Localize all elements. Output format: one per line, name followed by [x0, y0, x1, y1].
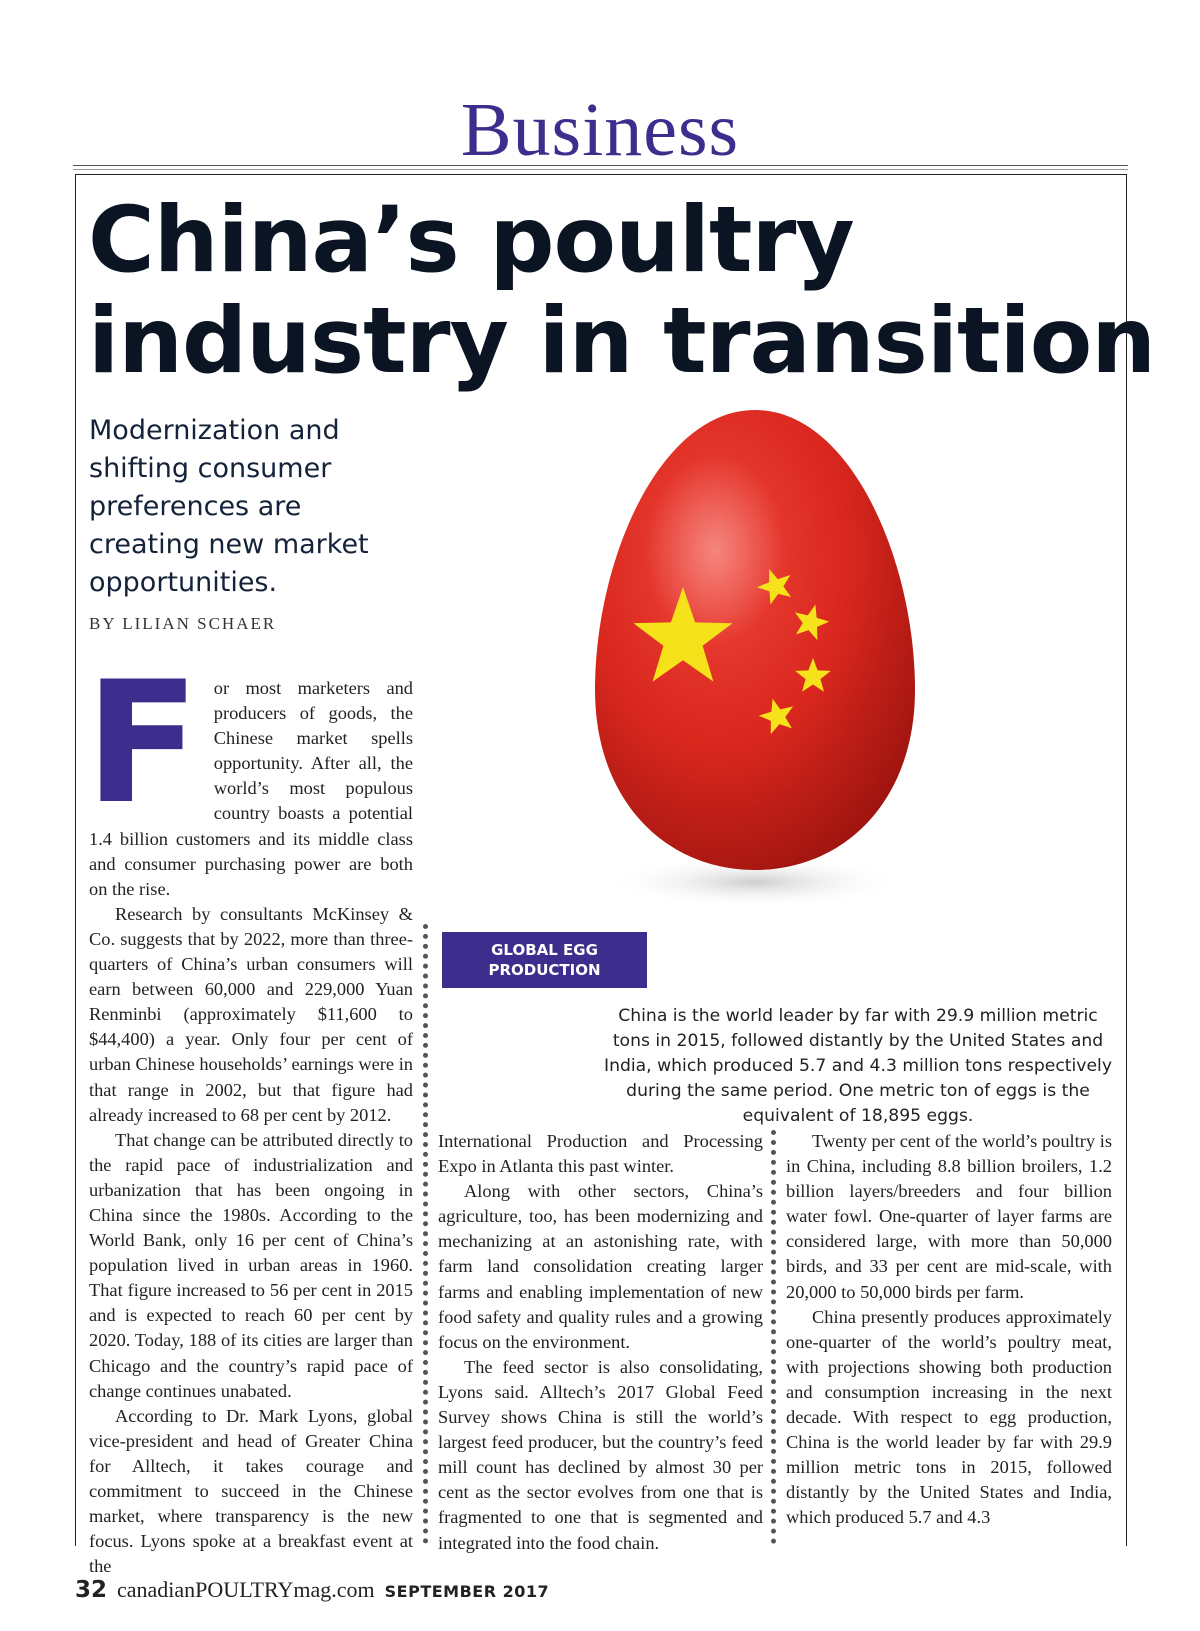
- paragraph: China presently produces approximately one-quarter of the world’s poultry meat, with projections showing both production and consumption increasing in the next decade. With respect to egg production, China is the world leader by far with 29.9 million metric tons in 2015, followed distantly by the United States and India, which produced 5.7 and 4.3: [786, 1306, 1112, 1528]
- paragraph: [85, 645, 413, 902]
- paragraph-text: or most marketers and producers of goods, the Chinese market spells opportunity. After all, the world’s most populous country boasts a potential 1.4 billion customers and its middle class and consumer purchasing power are both on the rise.: [89, 678, 413, 899]
- column-divider: [771, 1130, 776, 1544]
- headline-line-2: industry in transition: [88, 289, 1156, 394]
- headline: [88, 190, 1155, 392]
- deck: Modernization and shifting consumer preferences are creating new market opportunities.: [89, 415, 369, 598]
- egg-highlight: [645, 455, 785, 645]
- page-footer: [75, 1577, 549, 1603]
- section-title: Business: [460, 88, 740, 172]
- paragraph: International Production and Processing Expo in Atlanta this past winter.: [438, 1131, 763, 1177]
- article-column-2: [438, 1129, 763, 1553]
- paragraph: According to Dr. Mark Lyons, global vice-president and head of Greater China for Alltech, it takes courage and commitment to succeed in the Chinese market, where transparency is the new focus. Lyons spoke at a breakfast event at the: [89, 1405, 413, 1577]
- byline: BY LILIAN SCHAER: [89, 614, 277, 633]
- chinese-flag-egg-icon: [430, 400, 1110, 930]
- article-column-1: [85, 645, 413, 1577]
- paragraph: Research by consultants McKinsey & Co. suggests that by 2022, more than three-quarters of China’s urban consumers will earn between 60,000 and 229,000 Yuan Renminbi (approximately $11,600 to $44,400) a year. Only four per cent of urban Chinese households’ earnings were in that range in 2002, but that figure had already increased to 68 per cent by 2012.: [89, 903, 413, 1125]
- paragraph: Twenty per cent of the world’s poultry is in China, including 8.8 billion broilers, 1.2 billion layers/breeders and four billion water fowl. One-quarter of layer farms are considered large, with more than 50,000 birds, and 33 per cent are mid-scale, with 20,000 to 50,000 birds per farm.: [786, 1131, 1112, 1302]
- issue-date: SEPTEMBER 2017: [384, 1582, 550, 1601]
- paragraph: Along with other sectors, China’s agriculture, too, has been modernizing and mechanizing at an astonishing rate, with farm land consolidation creating larger farms and enabling implementation of new food safety and quality rules and a growing focus on the environment.: [438, 1181, 763, 1352]
- egg-photo: [430, 400, 1110, 930]
- sidebar-text: China is the world leader by far with 29.9 million metric tons in 2015, followed distantly by the United States and India, which produced 5.7 and 4.3 million tons respectively during the same period. One metric ton of eggs is the equivalent of 18,895 eggs.: [604, 1006, 1112, 1126]
- top-rule-secondary: [73, 169, 1128, 170]
- sidebar-tag-line-2: PRODUCTION: [488, 961, 601, 979]
- article-column-3: [786, 1129, 1112, 1546]
- sidebar-tag: [442, 932, 647, 988]
- drop-cap: F: [85, 645, 200, 841]
- sidebar-tag-line-1: GLOBAL EGG: [491, 941, 598, 959]
- article-frame-left: [75, 174, 76, 1546]
- top-rule: [73, 165, 1128, 166]
- paragraph: That change can be attributed directly to the rapid pace of industrialization and urbanization that has been ongoing in China since the 1980s. According to the World Bank, only 16 per cent of China’s population lived in urban areas in 1960. That figure increased to 56 per cent in 2015 and is expected to reach 60 per cent by 2020. Today, 188 of its cities are larger than Chicago and the country’s rapid pace of change continues unabated.: [89, 1129, 413, 1401]
- page-number: 32: [75, 1577, 108, 1603]
- column-divider: [423, 924, 428, 1544]
- article-frame-top: [75, 174, 1126, 175]
- site-name: canadianPOULTRYmag.com: [117, 1577, 375, 1602]
- paragraph: The feed sector is also consolidating, Lyons said. Alltech’s 2017 Global Feed Survey shows China is still the world’s largest feed producer, but the country’s feed mill count has declined by almost 30 per cent as the sector evolves from one that is fragmented to one that is segmented and integrated into the food chain.: [438, 1356, 763, 1553]
- headline-line-1: China’s poultry: [88, 188, 854, 293]
